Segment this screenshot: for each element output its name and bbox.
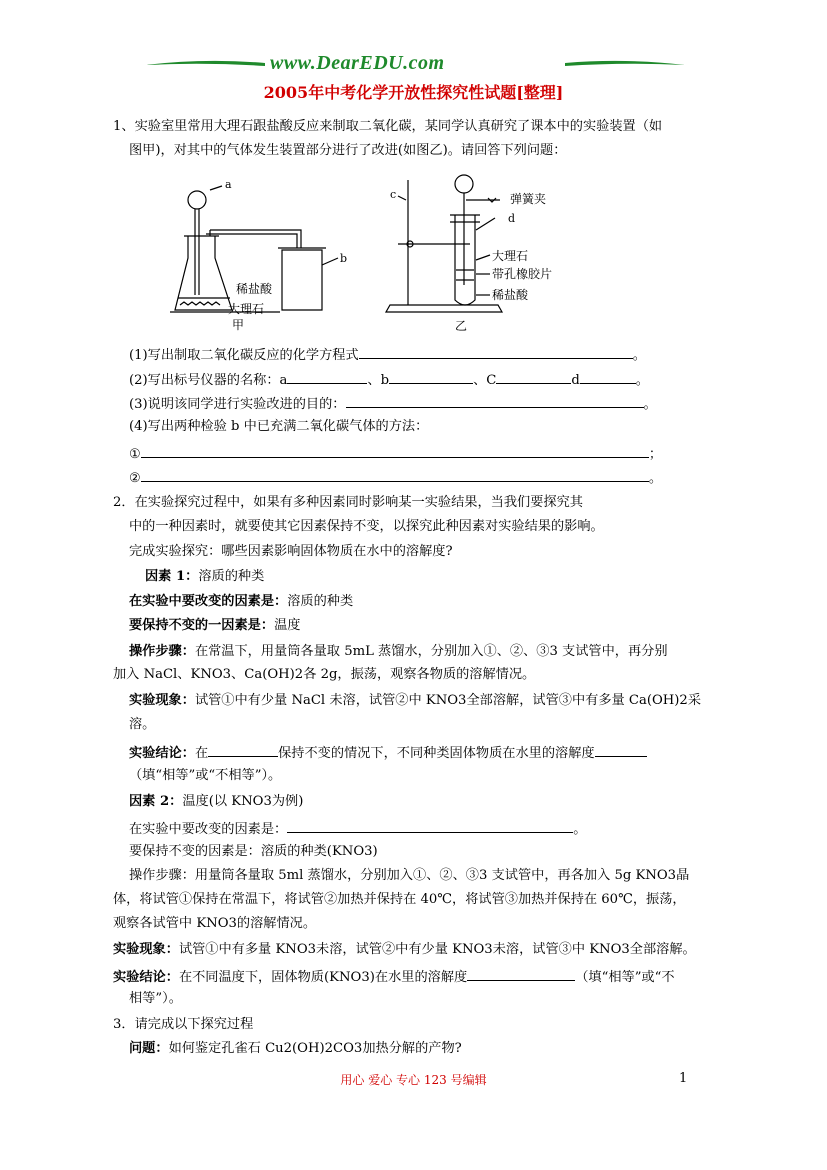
q2-observation-2: 溶。 [129, 717, 156, 732]
q2-f2-conclusion: 实验结论：在不同温度下，固体物质(KNO3)在水里的溶解度 （填“相等”或“不 [113, 966, 675, 987]
q3-line1: 3．请完成以下探究过程 [113, 1017, 254, 1032]
q2-observation: 实验现象：试管①中有少量 NaCl 未溶，试管②中 KNO3全部溶解，试管③中有多量 Ca(OH)2采 [129, 693, 702, 708]
q2-f2-observation: 实验现象：试管①中有多量 KNO3未溶，试管②中有少量 KNO3未溶，试管③中 KNO3全部溶解。 [113, 942, 696, 957]
page-number: 1 [679, 1071, 688, 1086]
page-title: 2005年中考化学开放性探究性试题[整理] [263, 83, 564, 102]
q2-f2-change: 在实验中要改变的因素是： 。 [129, 818, 586, 839]
fig-label-marble-2: 大理石 [492, 249, 529, 263]
q2-steps-2: 加入 NaCl、KNO3、Ca(OH)2各 2g，振荡，观察各物质的溶解情况。 [113, 667, 536, 682]
fig-label-acid-2: 稀盐酸 [492, 288, 529, 302]
fig-label-jia: 甲 [232, 318, 245, 332]
q2-f2-steps-2: 体，将试管①保持在常温下，将试管②加热并保持在 40℃，将试管③加热并保持在 60℃，振荡， [113, 892, 686, 907]
q1-part3: (3)说明该同学进行实验改进的目的： 。 [129, 393, 657, 414]
fig-label-spring-clamp: 弹簧夹 [510, 192, 547, 206]
q1-part1: (1)写出制取二氧化碳反应的化学方程式 。 [129, 344, 646, 365]
q1-part4: (4)写出两种检验 b 中已充满二氧化碳气体的方法： [129, 419, 429, 434]
q3-problem: 问题：如何鉴定孔雀石 Cu2(OH)2CO3加热分解的产物? [129, 1041, 462, 1056]
q2-line3: 完成实验探究：哪些因素影响固体物质在水中的溶解度? [129, 544, 453, 559]
q2-f2-conclusion-2: 相等”）。 [129, 991, 182, 1006]
q2-factor1: 因素 1：溶质的种类 [145, 569, 265, 584]
fig-label-acid-1: 稀盐酸 [236, 282, 273, 296]
page-footer: 用心 爱心 专心 123 号编辑 [340, 1073, 487, 1087]
fig-label-yi: 乙 [455, 319, 468, 333]
fig-label-d: d [508, 212, 516, 225]
q2-conclusion: 实验结论：在 保持不变的情况下，不同种类固体物质在水里的溶解度 [129, 742, 647, 763]
q2-f2-steps-3: 观察各试管中 KNO3的溶解情况。 [113, 916, 317, 931]
q1-method-1: ① ； [129, 443, 662, 464]
q2-keep: 要保持不变的一因素是：温度 [129, 618, 301, 633]
q2-conclusion-2: （填“相等”或“不相等”）。 [129, 768, 282, 783]
fig-label-rubber: 带孔橡胶片 [492, 267, 553, 281]
fig-label-marble-1: 大理石 [228, 302, 265, 316]
fig-label-c: c [390, 188, 397, 201]
q2-change: 在实验中要改变的因素是：溶质的种类 [129, 594, 354, 609]
q2-f2-keep: 要保持不变的因素是：溶质的种类(KNO3) [129, 844, 378, 859]
q1-line1: 1、实验室里常用大理石跟盐酸反应来制取二氧化碳，某同学认真研究了课本中的实验装置（如 [113, 119, 663, 134]
fig-label-b: b [340, 252, 348, 265]
q1-line2: 图甲)，对其中的气体发生装置部分进行了改进(如图乙)。请回答下列问题： [129, 143, 567, 158]
q2-steps: 操作步骤：在常温下，用量筒各量取 5mL 蒸馏水，分别加入①、②、③3 支试管中，再分别 [129, 644, 668, 659]
q2-factor2: 因素 2：温度(以 KNO3为例) [129, 794, 304, 809]
q2-line2: 中的一种因素时，就要使其它因素保持不变，以探究此种因素对实验结果的影响。 [129, 519, 604, 534]
site-logo: www.DearEDU.com [270, 52, 445, 74]
fig-label-a: a [225, 178, 232, 191]
apparatus-figure [170, 170, 580, 335]
q1-part2: (2)写出标号仪器的名称：a 、b 、C d 。 [129, 369, 649, 390]
q1-method-2: ② 。 [129, 467, 662, 488]
q2-f2-steps: 操作步骤：用量筒各量取 5ml 蒸馏水，分别加入①、②、③3 支试管中，再各加入 5g KNO3晶 [129, 868, 690, 883]
q2-line1: 2．在实验探究过程中，如果有多种因素同时影响某一实验结果，当我们要探究其 [113, 495, 583, 510]
